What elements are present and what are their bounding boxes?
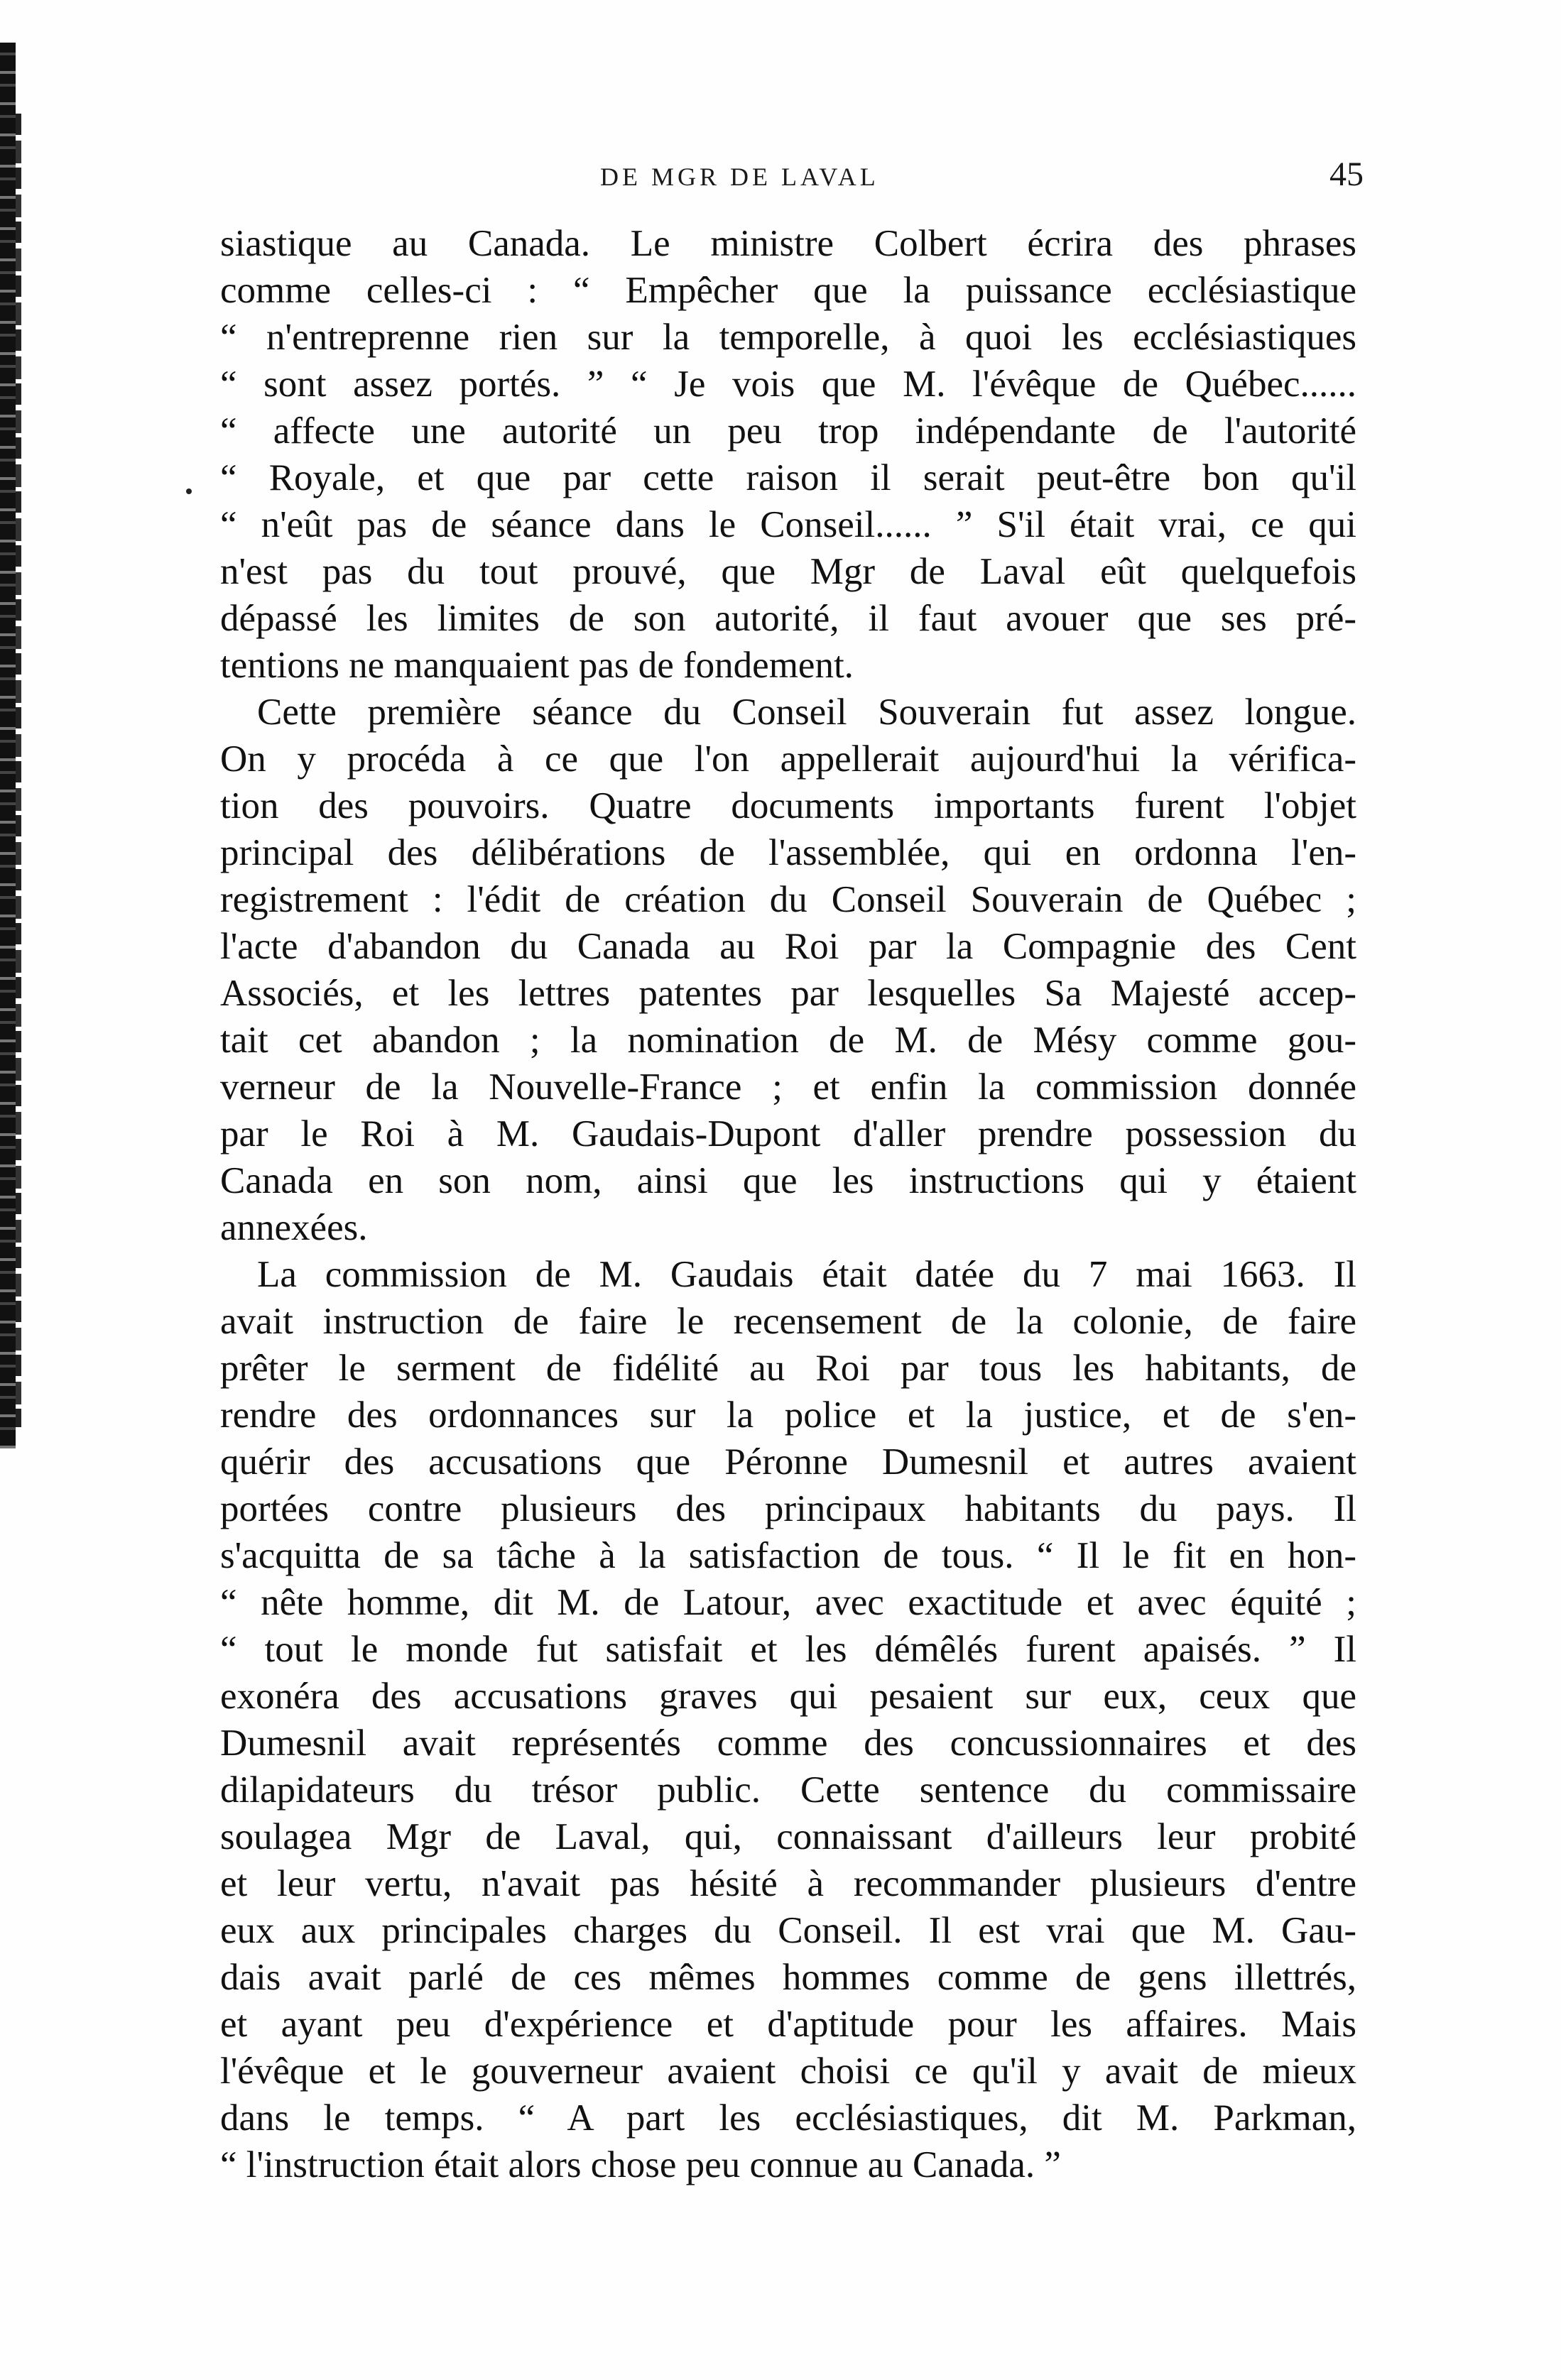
text-line: dais avait parlé de ces mêmes hommes comme de gens illettrés, [220,1957,1356,1998]
body-text [220,220,1356,2188]
scan-binding-edge [0,43,16,1448]
page-header [220,155,1364,199]
text-line: “ Royale, et que par cette raison il serait peut-être bon qu'il [220,457,1356,498]
scan-binding-shadow [16,114,21,1427]
text-line: portées contre plusieurs des principaux habitants du pays. Il [220,1488,1356,1529]
text-line: “ n'entreprenne rien sur la temporelle, à quoi les ecclésiastiques [220,317,1356,358]
text-line: Dumesnil avait représentés comme des concussionnaires et des [220,1723,1356,1764]
text-line: l'évêque et le gouverneur avaient choisi ce qu'il y avait de mieux [220,2051,1356,2092]
text-line: dilapidateurs du trésor public. Cette sentence du commissaire [220,1769,1356,1811]
text-line: Canada en son nom, ainsi que les instructions qui y étaient [220,1160,1356,1201]
text-line: annexées. [220,1207,368,1248]
text-line: “ nête homme, dit M. de Latour, avec exactitude et avec équité ; [220,1582,1356,1623]
text-line: “ sont assez portés. ” “ Je vois que M. l'évêque de Québec...... [220,364,1356,405]
text-line: Associés, et les lettres patentes par lesquelles Sa Majesté accep- [220,973,1356,1014]
margin-mark [186,488,192,494]
text-line: “ l'instruction était alors chose peu connue au Canada. ” [220,2144,1061,2185]
running-title: DE MGR DE LAVAL [600,163,879,191]
text-line: La commission de M. Gaudais était datée du 7 mai 1663. Il [257,1254,1356,1295]
text-line: registrement : l'édit de création du Conseil Souverain de Québec ; [220,879,1356,920]
text-line: par le Roi à M. Gaudais-Dupont d'aller prendre possession du [220,1113,1356,1154]
text-line: “ n'eût pas de séance dans le Conseil...... ” S'il était vrai, ce qui [220,504,1356,545]
text-line: dans le temps. “ A part les ecclésiastiques, dit M. Parkman, [220,2097,1356,2139]
text-line: s'acquitta de sa tâche à la satisfaction de tous. “ Il le fit en hon- [220,1535,1356,1576]
text-line: principal des délibérations de l'assemblée, qui en ordonna l'en- [220,832,1356,873]
text-line: On y procéda à ce que l'on appellerait aujourd'hui la vérifica- [220,738,1356,780]
text-line: verneur de la Nouvelle-France ; et enfin la commission donnée [220,1066,1356,1108]
text-line: avait instruction de faire le recensement de la colonie, de faire [220,1301,1356,1342]
text-line: tentions ne manquaient pas de fondement. [220,645,854,686]
text-line: soulagea Mgr de Laval, qui, connaissant d'ailleurs leur probité [220,1816,1356,1857]
text-line: et leur vertu, n'avait pas hésité à recommander plusieurs d'entre [220,1863,1356,1904]
page-number: 45 [1329,155,1364,193]
text-line: tion des pouvoirs. Quatre documents importants furent l'objet [220,785,1356,826]
text-line: prêter le serment de fidélité au Roi par tous les habitants, de [220,1348,1356,1389]
text-line: rendre des ordonnances sur la police et la justice, et de s'en- [220,1394,1356,1436]
text-line: quérir des accusations que Péronne Dumesnil et autres avaient [220,1441,1356,1483]
text-line: dépassé les limites de son autorité, il faut avouer que ses pré- [220,598,1356,639]
text-line: et ayant peu d'expérience et d'aptitude pour les affaires. Mais [220,2004,1356,2045]
text-line: exonéra des accusations graves qui pesaient sur eux, ceux que [220,1676,1356,1717]
text-line: eux aux principales charges du Conseil. Il est vrai que M. Gau- [220,1910,1356,1951]
text-line: comme celles-ci : “ Empêcher que la puissance ecclésiastique [220,270,1356,311]
text-line: “ tout le monde fut satisfait et les démêlés furent apaisés. ” Il [220,1629,1356,1670]
text-line: siastique au Canada. Le ministre Colbert écrira des phrases [220,223,1356,264]
text-line: tait cet abandon ; la nomination de M. de Mésy comme gou- [220,1020,1356,1061]
text-line: “ affecte une autorité un peu trop indépendante de l'autorité [220,410,1356,452]
text-line: n'est pas du tout prouvé, que Mgr de Laval eût quelquefois [220,551,1356,592]
text-line: l'acte d'abandon du Canada au Roi par la Compagnie des Cent [220,926,1356,967]
text-line: Cette première séance du Conseil Souverain fut assez longue. [257,692,1356,733]
